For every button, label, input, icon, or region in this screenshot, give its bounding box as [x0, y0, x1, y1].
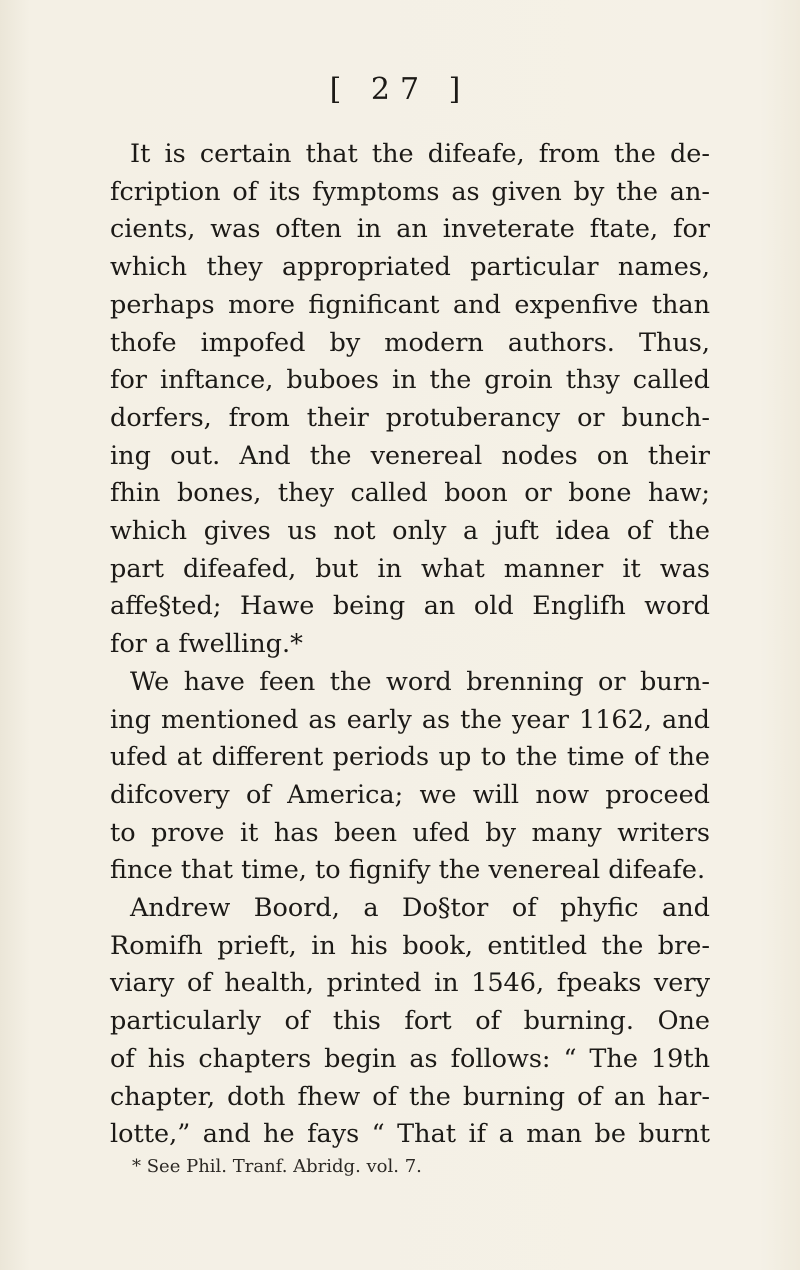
text-line: to prove it has been ufed by many writers: [110, 817, 710, 848]
footnote: * See Phil. Tranf. Abridg. vol. 7.: [132, 1156, 422, 1177]
text-line: It is certain that the difeafe, from the de-: [130, 139, 710, 169]
text-line: of his chapters begin as follows: “ The 19th: [110, 1043, 710, 1074]
text-line: ing mentioned as early as the year 1162, and: [110, 704, 710, 735]
text-line: which gives us not only a juft idea of the: [110, 516, 710, 547]
text-line: Romifh prieft, in his book, entitled the bre-: [110, 930, 710, 961]
text-line: We have feen the word brenning or burn-: [130, 666, 710, 697]
text-line: cients, was often in an inveterate ftate, for: [110, 214, 710, 245]
text-line: Andrew Boord, a Do§tor of phyfic and: [130, 893, 710, 924]
text-line: thofe impofed by modern authors. Thus,: [110, 327, 710, 358]
text-line: part difeafed, but in what manner it was: [110, 553, 710, 584]
text-line: chapter, doth fhew of the burning of an har-: [110, 1081, 710, 1112]
text-line: dorfers, from their protuberancy or bunch-: [110, 402, 710, 433]
text-line: lotte,” and he fays “ That if a man be burnt: [110, 1119, 710, 1150]
text-line: ufed at different periods up to the time of the: [110, 742, 710, 773]
text-line: for inftance, buboes in the groin thɜy called: [110, 365, 710, 396]
text-line: viary of health, printed in 1546, fpeaks very: [110, 968, 710, 999]
text-line: fcription of its fymptoms as given by the an-: [110, 176, 710, 207]
text-line: ing out. And the venereal nodes on their: [110, 440, 710, 471]
text-line: which they appropriated particular names,: [110, 252, 710, 283]
text-line: particularly of this fort of burning. One: [110, 1006, 710, 1037]
text-line: difcovery of America; we will now proceed: [110, 779, 710, 810]
text-line: for a fwelling.*: [110, 629, 303, 660]
text-line: affe§ted; Hawe being an old Englifh word: [110, 591, 710, 622]
text-line: fhin bones, they called boon or bone haw;: [110, 478, 710, 509]
page-number-header: [ 27 ]: [329, 72, 471, 107]
text-line: fince that time, to fignify the venereal difeafe.: [110, 855, 706, 886]
body-text: [110, 136, 710, 1154]
text-line: perhaps more fignificant and expenfive than: [110, 289, 710, 320]
